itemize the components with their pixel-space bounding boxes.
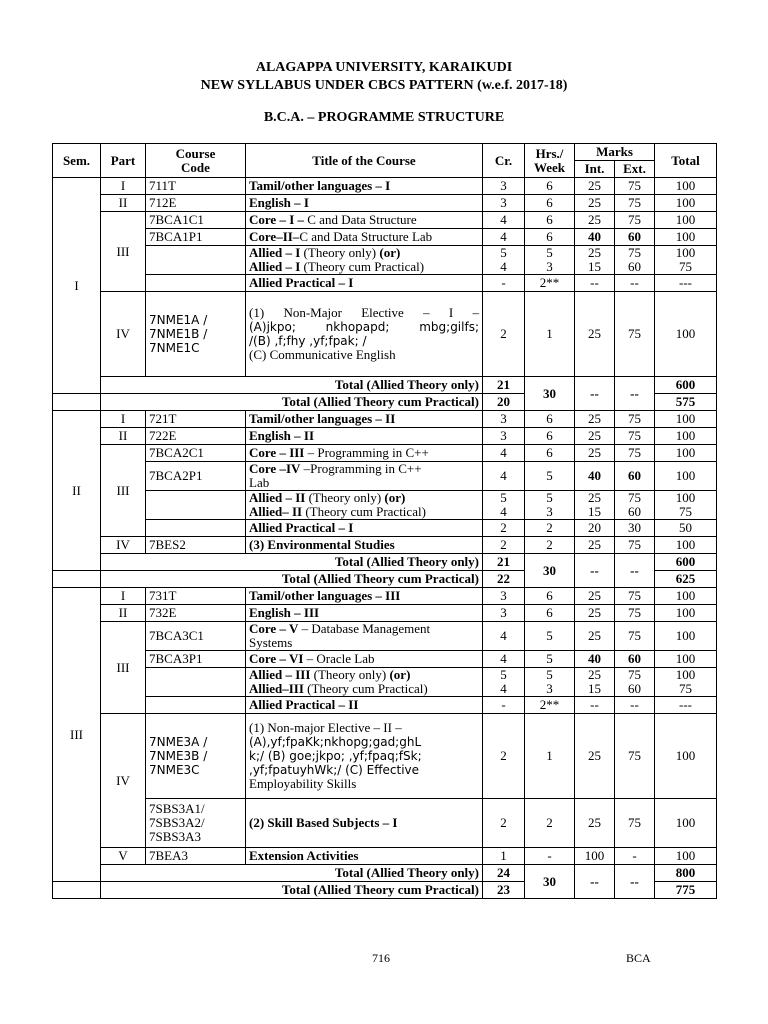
col-marks: Marks	[575, 144, 655, 161]
table-row: II I 721T Tamil/other languages – II 3 6 25 75 100	[53, 411, 717, 428]
table-row: 7BCA3P1 Core – VI – Oracle Lab 4 5 40 60 100	[53, 651, 717, 668]
table-row: 7SBS3A1/ 7SBS3A2/ 7SBS3A3 (2) Skill Based Subjects – I 2 2 25 75 100	[53, 799, 717, 848]
semester-label: III	[53, 588, 101, 882]
table-row: IV 7NME1A / 7NME1B / 7NME1C (1) Non-Major Elective – I – (A)jkpo; nkhopapd; mbg;gilfs; /(B) ,f;fhy ,yf;fpak; / (C) Communicative English 2 1 25 75 100	[53, 292, 717, 377]
total-row: Total (Allied Theory cum Practical) 20 575	[53, 394, 717, 411]
footer-label: BCA	[626, 951, 651, 965]
programme-title: B.C.A. – PROGRAMME STRUCTURE	[263, 110, 505, 125]
col-credits: Cr.	[483, 144, 525, 178]
col-ext: Ext.	[615, 161, 655, 178]
col-part: Part	[101, 144, 146, 178]
table-row: II 712E English – I 3 6 25 75 100	[53, 195, 717, 212]
table-header-row	[53, 144, 717, 161]
page-number: 716	[372, 951, 390, 965]
table-row: II 732E English – III 3 6 25 75 100	[53, 605, 717, 622]
table-row: III 7BCA2C1 Core – III – Programming in C++ 4 6 25 75 100	[53, 445, 717, 462]
total-row: Total (Allied Theory only) 21 30 -- -- 600	[53, 377, 717, 394]
table-row: 7BCA1P1 Core–II–C and Data Structure Lab 4 6 40 60 100	[53, 229, 717, 246]
part-label: III	[101, 445, 146, 537]
table-row: 7BCA2P1 Core –IV –Programming in C++ Lab 4 5 40 60 100	[53, 462, 717, 491]
table-row: II 722E English – II 3 6 25 75 100	[53, 428, 717, 445]
table-row: Allied Practical – II - 2** -- -- ---	[53, 697, 717, 714]
col-int: Int.	[575, 161, 615, 178]
total-row: Total (Allied Theory only) 21 30 -- -- 600	[53, 554, 717, 571]
table-row: Allied – III (Theory only) (or) Allied–III (Theory cum Practical) 5 4 5 3 25 15 75 60 100 75	[53, 668, 717, 697]
total-row: Total (Allied Theory cum Practical) 23 775	[53, 882, 717, 899]
university-title: ALAGAPPA UNIVERSITY, KARAIKUDI	[255, 60, 513, 75]
table-row: III 7BCA3C1 Core – V – Database Management Systems 4 5 25 75 100	[53, 622, 717, 651]
semester-label: II	[53, 411, 101, 571]
table-row: Allied Practical – I - 2** -- -- ---	[53, 275, 717, 292]
programme-structure-table	[52, 143, 717, 899]
col-sem: Sem.	[53, 144, 101, 178]
table-row: Allied – II (Theory only) (or) Allied– II (Theory cum Practical) 5 4 5 3 25 15 75 60 100 75	[53, 491, 717, 520]
col-course-code: Course Code	[146, 144, 246, 178]
col-title: Title of the Course	[246, 144, 483, 178]
total-row: Total (Allied Theory only) 24 30 -- -- 800	[53, 865, 717, 882]
table-row: Allied Practical – I 2 2 20 30 50	[53, 520, 717, 537]
table-row: III 7BCA1C1 Core – I – C and Data Structure 4 6 25 75 100	[53, 212, 717, 229]
total-row: Total (Allied Theory cum Practical) 22 625	[53, 571, 717, 588]
col-total: Total	[655, 144, 717, 178]
part-label: III	[101, 212, 146, 292]
table-row: V 7BEA3 Extension Activities 1 - 100 - 100	[53, 848, 717, 865]
table-row: IV 7NME3A / 7NME3B / 7NME3C (1) Non-major Elective – II – (A),yf;fpaKk;nkhopg;gad;ghL k;/ (B) goe;jkpo; ,yf;fpaq;fSk; ,yf;fpatuyhWk;/ (C) Effective Employability Skills 2 1 25 75 100	[53, 714, 717, 799]
part-label: IV	[101, 714, 146, 848]
table-row: III I 731T Tamil/other languages – III 3 6 25 75 100	[53, 588, 717, 605]
table-row: I I 711T Tamil/other languages – I 3 6 25 75 100	[53, 178, 717, 195]
part-label: III	[101, 622, 146, 714]
table-row: IV 7BES2 (3) Environmental Studies 2 2 25 75 100	[53, 537, 717, 554]
col-hours: Hrs./ Week	[525, 144, 575, 178]
table-row: Allied – I (Theory only) (or) Allied – I (Theory cum Practical) 5 4 5 3 25 15 75 60 100 75	[53, 246, 717, 275]
semester-label: I	[53, 178, 101, 394]
syllabus-subtitle: NEW SYLLABUS UNDER CBCS PATTERN (w.e.f. 2017-18)	[200, 78, 568, 93]
